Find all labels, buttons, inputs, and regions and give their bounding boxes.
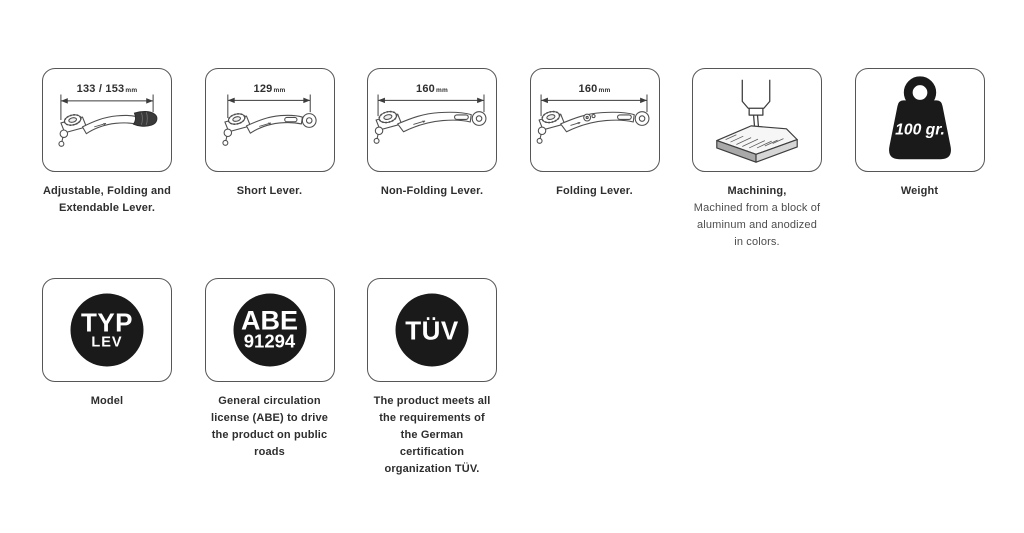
card-caption: Model — [90, 395, 124, 407]
dimension-value: 160 — [416, 83, 435, 95]
card-caption: Folding Lever. — [556, 185, 633, 197]
weight-illustration — [855, 68, 985, 172]
feature-card-weight — [855, 68, 985, 251]
machining-illustration — [692, 68, 822, 172]
model-badge-box — [42, 278, 172, 382]
card-caption: Non-Folding Lever. — [380, 185, 484, 197]
short-lever-illustration — [205, 68, 335, 172]
feature-row-bottom — [42, 278, 497, 478]
tuv-badge — [396, 294, 469, 367]
machining-description: Machined from a block of aluminum and anodized in colors. — [693, 202, 821, 248]
dimension-value: 129 — [253, 83, 273, 95]
feature-card-adjustable-lever — [42, 68, 172, 251]
abe-badge-box — [205, 278, 335, 382]
tuv-badge-box — [367, 278, 497, 382]
abe-badge — [233, 294, 306, 367]
card-caption: Short Lever. — [236, 185, 303, 197]
dimension-unit: mm — [273, 87, 286, 94]
typ-lev-badge — [71, 294, 144, 367]
milling-machine-icon — [693, 69, 821, 171]
dimension-unit: mm — [125, 87, 138, 94]
dimension-value: 133 / 153 — [76, 83, 125, 95]
feature-card-abe-license — [205, 278, 335, 478]
card-caption — [692, 183, 822, 251]
kettlebell-weight-icon — [856, 69, 984, 171]
badge-line2: 91294 — [243, 330, 296, 352]
badge-line1: TÜV — [405, 315, 459, 345]
feature-card-machining — [692, 68, 822, 251]
feature-card-folding-lever — [530, 68, 660, 251]
badge-line1: TYP — [80, 307, 134, 337]
folding-lever-illustration — [530, 68, 660, 172]
feature-card-model — [42, 278, 172, 478]
card-caption: The product meets all the requirements of the German certification organization TÜV. — [373, 395, 491, 475]
machining-title: Machining, — [727, 185, 787, 197]
dimension-unit: mm — [435, 87, 448, 94]
weight-value: 100 gr. — [894, 121, 945, 139]
feature-card-non-folding-lever — [367, 68, 497, 251]
adjustable-lever-illustration — [42, 68, 172, 172]
non-folding-lever-illustration — [367, 68, 497, 172]
card-caption: Weight — [900, 185, 939, 197]
badge-line2: LEV — [91, 334, 123, 350]
dimension-label — [368, 83, 496, 97]
dimension-unit: mm — [598, 87, 611, 94]
badge-line1: ABE — [240, 305, 298, 336]
card-caption: General circulation license (ABE) to drive the product on public roads — [211, 395, 328, 458]
dimension-label — [206, 83, 334, 97]
feature-card-short-lever — [205, 68, 335, 251]
card-caption: Adjustable, Folding and Extendable Lever. — [42, 185, 172, 214]
dimension-label — [531, 83, 659, 97]
feature-row-top — [42, 68, 985, 251]
feature-card-tuv — [367, 278, 497, 478]
dimension-value: 160 — [578, 83, 598, 95]
dimension-label — [43, 83, 171, 97]
